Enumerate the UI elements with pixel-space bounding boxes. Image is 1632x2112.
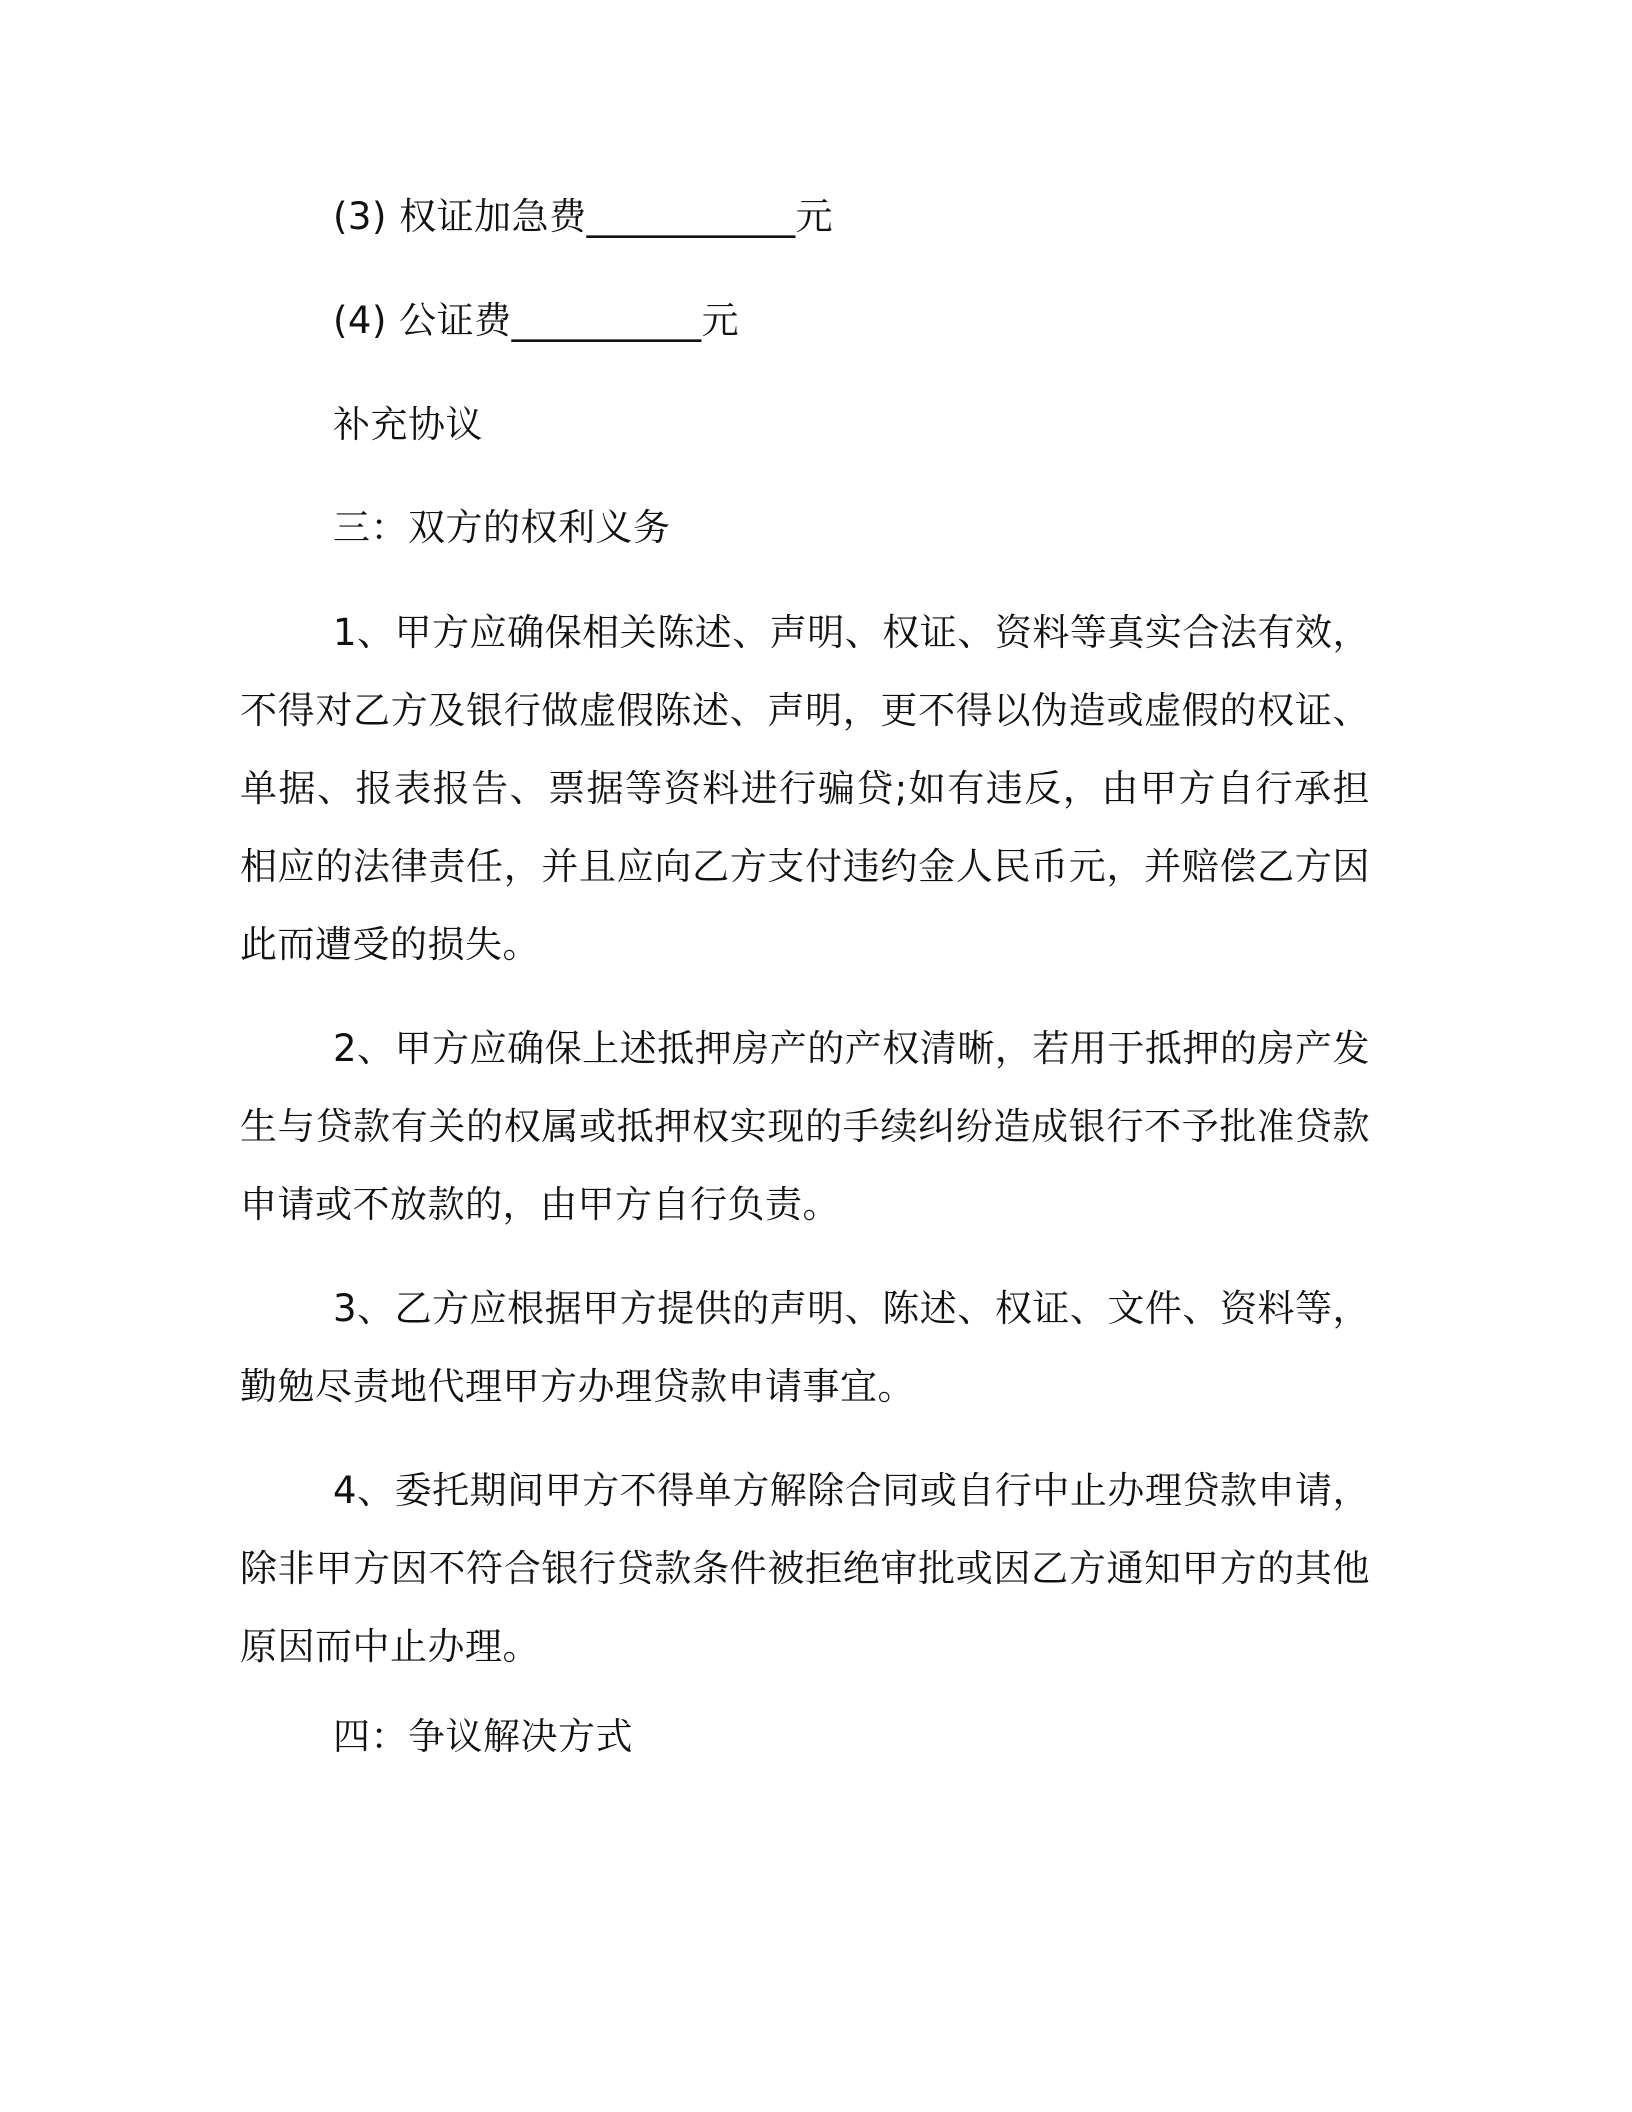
fee-item-notary <box>333 299 740 342</box>
clause-1: 1、甲方应确保相关陈述、声明、权证、资料等真实合法有效，不得对乙方及银行做虚假陈述、声明，更不得以伪造或虚假的权证、单据、报表报告、票据等资料进行骗贷;如有违反，由甲方自行承担相应的法律责任，并且应向乙方支付违约金人民币元，并赔偿乙方因此而遭受的损失。 <box>240 611 1370 966</box>
fee-item-unit: 元 <box>795 195 834 238</box>
section-3-title: 三：双方的权利义务 <box>333 506 671 549</box>
fee-item-urgent <box>333 195 834 238</box>
clause-2: 2、甲方应确保上述抵押房产的产权清晰，若用于抵押的房产发生与贷款有关的权属或抵押权实现的手续纠纷造成银行不予批准贷款申请或不放款的，由甲方自行负责。 <box>240 1027 1370 1226</box>
fee-item-blank: __________ <box>511 299 702 342</box>
clause-4: 4、委托期间甲方不得单方解除合同或自行中止办理贷款申请，除非甲方因不符合银行贷款条件被拒绝审批或因乙方通知甲方的其他原因而中止办理。 <box>240 1469 1370 1668</box>
supplement-title: 补充协议 <box>333 403 483 446</box>
fee-item-label: (3) 权证加急费 <box>333 195 587 238</box>
fee-item-label: (4) 公证费 <box>333 299 512 342</box>
clause-3: 3、乙方应根据甲方提供的声明、陈述、权证、文件、资料等，勤勉尽责地代理甲方办理贷款申请事宜。 <box>240 1287 1370 1408</box>
fee-item-blank: ___________ <box>586 195 796 238</box>
fee-item-unit: 元 <box>701 299 740 342</box>
section-4-title: 四：争议解决方式 <box>333 1715 633 1758</box>
